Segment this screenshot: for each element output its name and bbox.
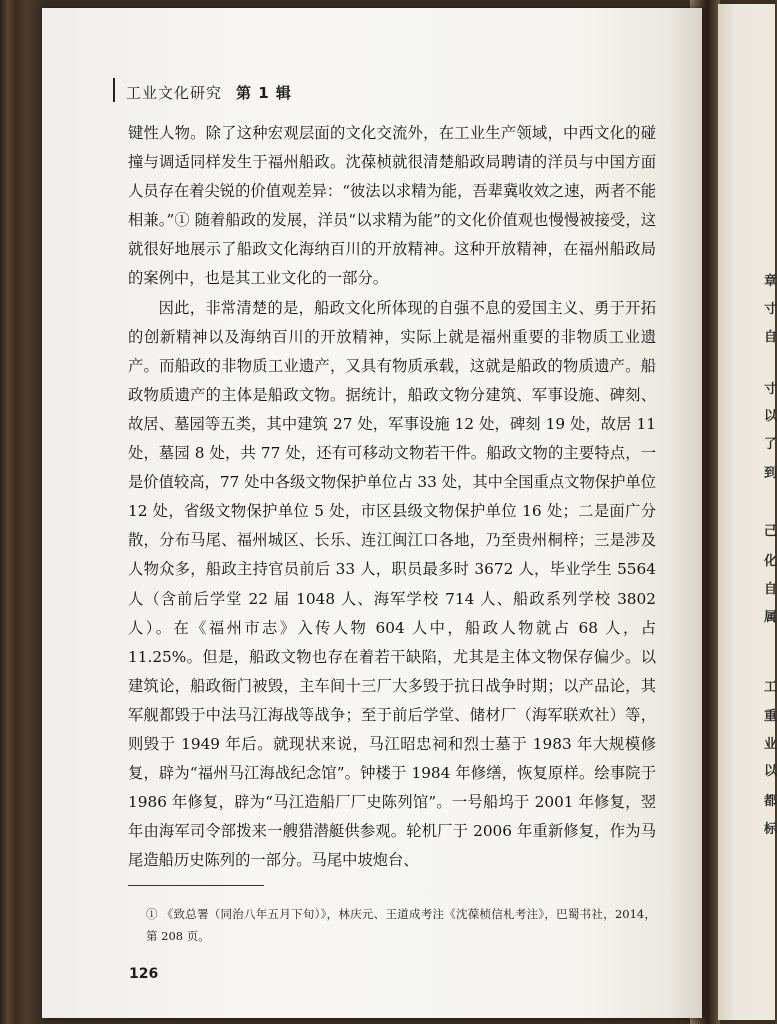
paragraph: 因此，非常清楚的是，船政文化所体现的自强不息的爱国主义、勇于开拓的创新精神以及海纳百川的开放精神，实际上就是福州重要的非物质工业遗产。而船政的非物质工业遗产，又具有物质承载，这就是船政的物质遗产。船政物质遗产的主体是船政文物。据统计，船政文物分建筑、军事设施、碑刻、故居、墓园等五类，其中建筑 27 处，军事设施 12 处，碑刻 19 处，故居 11 处，墓园 8 处，共 77 处，还有可移动文物若干件。船政文物的主要特点，一是价值较高，77 处中各级文物保护单位占 33 处，其中全国重点文物保护单位 12 处，省级文物保护单位 5 处，市区县级文物保护单位 16 处；二是面广分散，分布马尾、福州城区、长乐、连江闽江口各地，乃至贵州桐梓；三是涉及人物众多，船政主持官员前后 33 人，职员最多时 3672 人，毕业学生 5564 人（含前后学堂 22 届 1048 人、海军学校 714 人、船政系列学校 3802 人）。在《福州市志》入传人物 604 人中，船政人物就占 68 人，占 11.25%。但是，船政文物也存在着若干缺陷，尤其是主体文物保存偏少。以建筑论，船政衙门被毁，主车间十三厂大多毁于抗日战争时期；以产品论，其军舰都毁于中法马江海战等战争；至于前后学堂、储材厂（海军联欢社）等，则毁于 1949 年后。就现状来说，马江昭忠祠和烈士墓于 1983 年大规模修复，辟为“福州马江海战纪念馆”。钟楼于 1984 年修缮，恢复原样。绘事院于 1986 年修复，辟为“马江造船厂厂史陈列馆”。一号船坞于 2001 年修复，翌年由海军司令部拨来一艘猎潜艇供参观。轮机厂于 2006 年重新修复，作为马尾造船历史陈列的一部分。马尾中坡炮台、 bbox=[128, 298, 656, 870]
adjacent-page-char: 己 bbox=[764, 524, 777, 539]
adjacent-page-char: 都 bbox=[764, 794, 777, 809]
running-header bbox=[126, 82, 292, 103]
body-text bbox=[128, 119, 656, 875]
footnote-rule bbox=[128, 885, 264, 886]
adjacent-page-char: 自 bbox=[764, 330, 777, 345]
header-rule bbox=[113, 78, 115, 102]
adjacent-page-char: 以 bbox=[764, 409, 777, 424]
adjacent-page-char: 属 bbox=[764, 610, 777, 625]
adjacent-page-char: 章 bbox=[764, 274, 777, 289]
adjacent-page-char: 业 bbox=[764, 737, 777, 752]
page-number: 126 bbox=[129, 966, 159, 982]
paragraph-continuation: 键性人物。除了这种宏观层面的文化交流外，在工业生产领域，中西文化的碰撞与调适同样发生于福州船政。沈葆桢就很清楚船政局聘请的洋员与中国方面人员存在着尖锐的价值观差异：“彼法以求精为能，吾辈冀收效之速，两者不能相兼。”① 随着船政的发展，洋员“以求精为能”的文化价值观也慢慢被接受，这就很好地展示了船政文化海纳百川的开放精神。这种开放精神，在福州船政局的案例中，也是其工业文化的一部分。 bbox=[128, 124, 656, 288]
adjacent-page bbox=[718, 4, 775, 1020]
adjacent-page-char: 自 bbox=[764, 582, 777, 597]
adjacent-page-char: 重 bbox=[764, 709, 777, 724]
adjacent-page-char: 寸 bbox=[764, 302, 777, 317]
adjacent-page-char: 以 bbox=[764, 764, 777, 779]
adjacent-page-char: 化 bbox=[764, 554, 777, 569]
adjacent-page-char: 标 bbox=[764, 822, 777, 837]
series-title: 工业文化研究 bbox=[126, 84, 223, 102]
adjacent-page-char: 了 bbox=[764, 437, 777, 452]
volume-label: 第 1 辑 bbox=[236, 84, 292, 102]
adjacent-page-char: 工 bbox=[764, 680, 777, 695]
footnote: ① 《致总署（同治八年五月下旬）》，林庆元、王道成考注《沈葆桢信札考注》，巴蜀书社，2014，第 208 页。 bbox=[146, 907, 656, 943]
adjacent-page-char: 寸 bbox=[764, 382, 777, 397]
adjacent-page-char: 到 bbox=[764, 466, 777, 481]
